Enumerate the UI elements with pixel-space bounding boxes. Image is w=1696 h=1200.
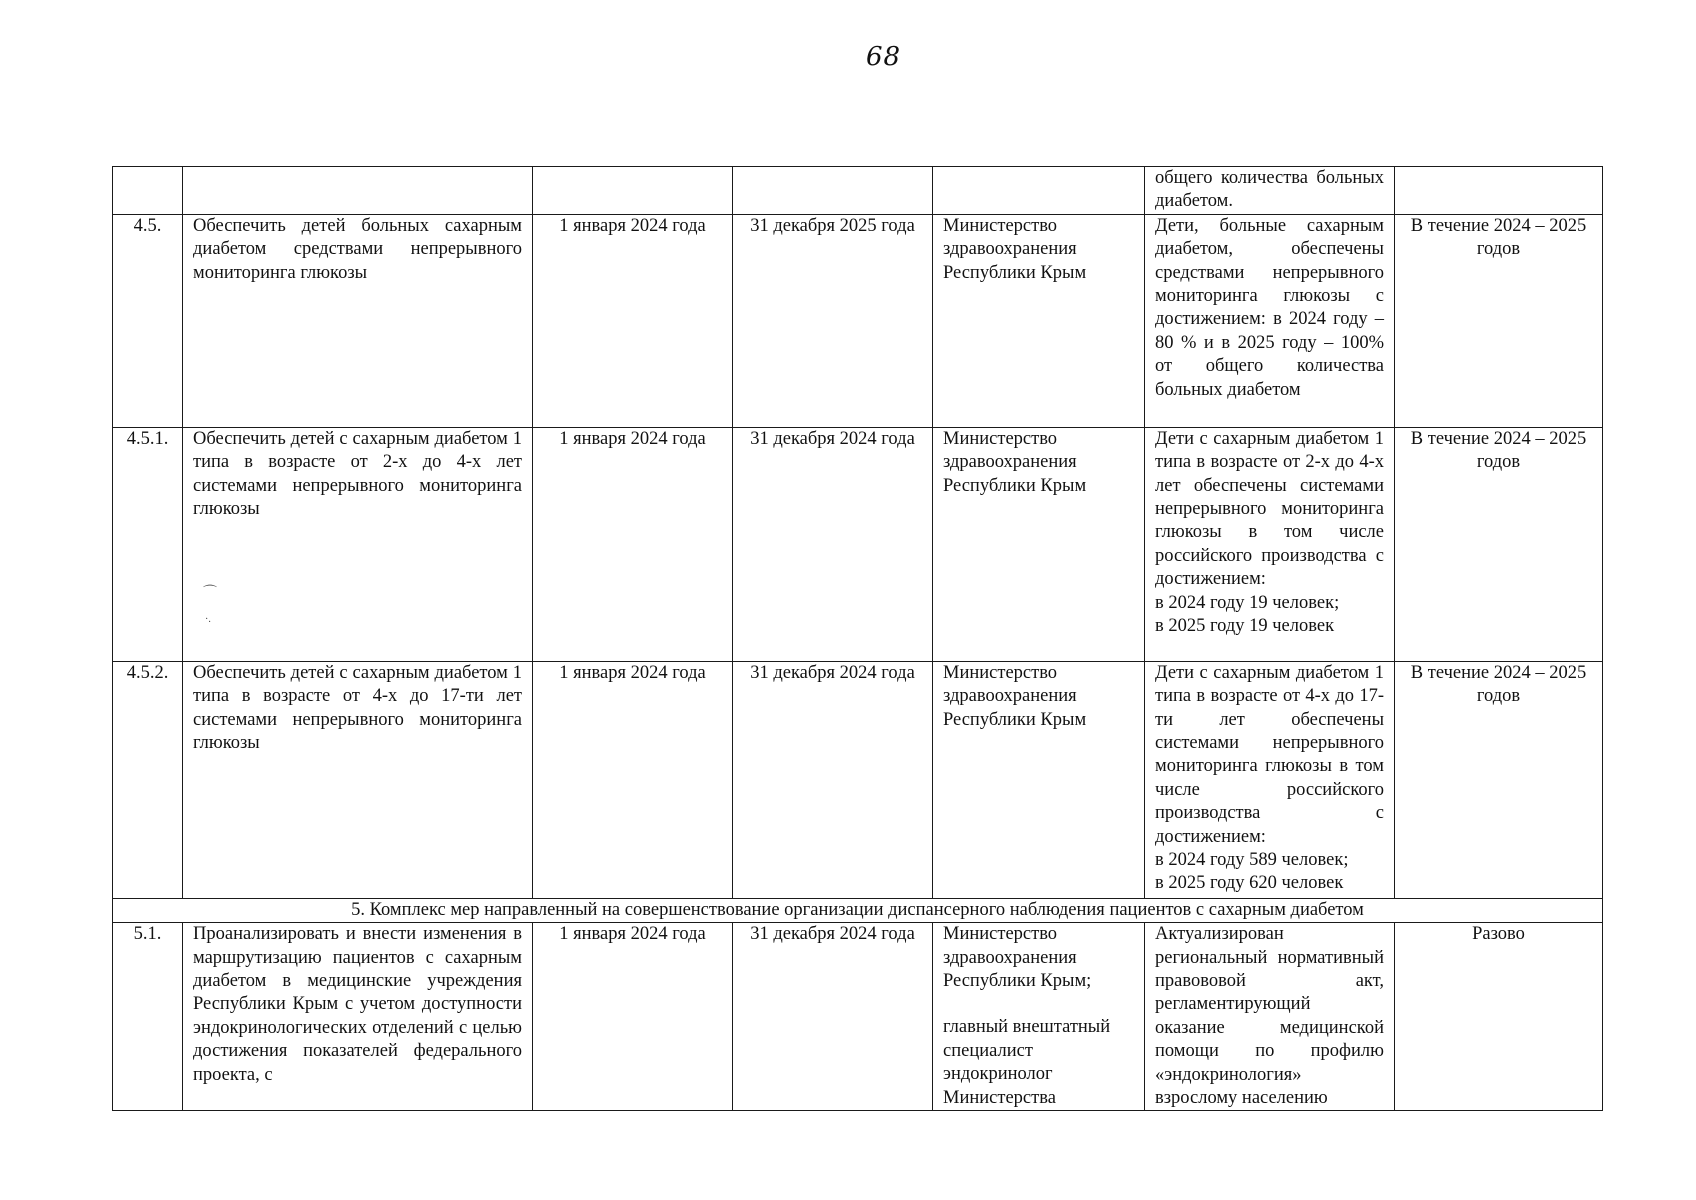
result-line: в 2024 году 19 человек; — [1155, 592, 1340, 613]
page-number: 68 — [866, 42, 902, 72]
row-number: 4.5. — [113, 214, 183, 427]
period-cell: В течение 2024 – 2025 годов — [1395, 427, 1603, 661]
result-line: в 2024 году 589 человек; — [1155, 850, 1349, 871]
end-date-cell: 31 декабря 2024 года — [733, 923, 933, 1111]
table-row — [113, 661, 1603, 898]
responsible-cell — [933, 923, 1145, 1111]
row-number — [113, 167, 183, 215]
responsible-cell: Министерство здравоохранения Республики Крым — [933, 214, 1145, 427]
responsible-cell — [933, 167, 1145, 215]
result-text: Дети с сахарным диабетом 1 типа в возрасте от 2-х до 4-х лет обеспечены системами непрерывного мониторинга глюкозы в том числе российского производства с достижением: — [1155, 428, 1384, 590]
row-number: 4.5.2. — [113, 661, 183, 898]
result-cell — [1145, 427, 1395, 661]
task-cell: Обеспечить детей с сахарным диабетом 1 типа в возрасте от 2-х до 4-х лет системами непрерывного мониторинга глюкозы — [183, 427, 533, 661]
plan-table — [112, 166, 1603, 1111]
table-row — [113, 214, 1603, 427]
start-date-cell: 1 января 2024 года — [533, 661, 733, 898]
period-cell: В течение 2024 – 2025 годов — [1395, 661, 1603, 898]
result-text: Дети с сахарным диабетом 1 типа в возрасте от 4-х до 17-ти лет обеспечены системами непрерывного мониторинга глюкозы в том числе российского производства с достижением: — [1155, 662, 1384, 847]
result-line: в 2025 году 620 человек — [1155, 873, 1344, 894]
task-cell: Проанализировать и внести изменения в маршрутизацию пациентов с сахарным диабетом в медицинские учреждения Республики Крым с учетом доступности эндокринологических отделений с целью достижения показателей федерального проекта, с — [183, 923, 533, 1111]
start-date-cell: 1 января 2024 года — [533, 427, 733, 661]
end-date-cell — [733, 167, 933, 215]
start-date-cell: 1 января 2024 года — [533, 214, 733, 427]
period-cell — [1395, 167, 1603, 215]
period-cell: Разово — [1395, 923, 1603, 1111]
responsible-text-extra: главный внештатный специалист эндокринолог Министерства — [943, 1017, 1111, 1108]
section-row — [113, 898, 1603, 922]
end-date-cell: 31 декабря 2025 года — [733, 214, 933, 427]
period-cell: В течение 2024 – 2025 годов — [1395, 214, 1603, 427]
result-cell: Актуализирован региональный нормативный правововой акт, регламентирующий оказание медицинской помощи по профилю «эндокринология» взрослому населению — [1145, 923, 1395, 1111]
row-number: 4.5.1. — [113, 427, 183, 661]
result-cell — [1145, 661, 1395, 898]
table-row — [113, 427, 1603, 661]
responsible-cell: Министерство здравоохранения Республики Крым — [933, 427, 1145, 661]
table-row — [113, 167, 1603, 215]
scan-mark: ⌒ — [203, 586, 217, 601]
task-cell: Обеспечить детей больных сахарным диабетом средствами непрерывного мониторинга глюкозы — [183, 214, 533, 427]
section-heading: 5. Комплекс мер направленный на совершенствование организации диспансерного наблюдения пациентов с сахарным диабетом — [113, 898, 1603, 922]
task-cell: Обеспечить детей с сахарным диабетом 1 типа в возрасте от 4-х до 17-ти лет системами непрерывного мониторинга глюкозы — [183, 661, 533, 898]
responsible-text: Министерство здравоохранения Республики Крым; — [943, 924, 1092, 992]
scan-mark: ·. — [205, 614, 211, 625]
end-date-cell: 31 декабря 2024 года — [733, 427, 933, 661]
end-date-cell: 31 декабря 2024 года — [733, 661, 933, 898]
start-date-cell: 1 января 2024 года — [533, 923, 733, 1111]
table-row — [113, 923, 1603, 1111]
result-cell: общего количества больных диабетом. — [1145, 167, 1395, 215]
task-cell — [183, 167, 533, 215]
responsible-cell: Министерство здравоохранения Республики Крым — [933, 661, 1145, 898]
result-cell: Дети, больные сахарным диабетом, обеспечены средствами непрерывного мониторинга глюкозы с достижением: в 2024 году – 80 % и в 2025 году – 100% от общего количества больных диабетом — [1145, 214, 1395, 427]
result-line: в 2025 году 19 человек — [1155, 616, 1335, 637]
row-number: 5.1. — [113, 923, 183, 1111]
start-date-cell — [533, 167, 733, 215]
